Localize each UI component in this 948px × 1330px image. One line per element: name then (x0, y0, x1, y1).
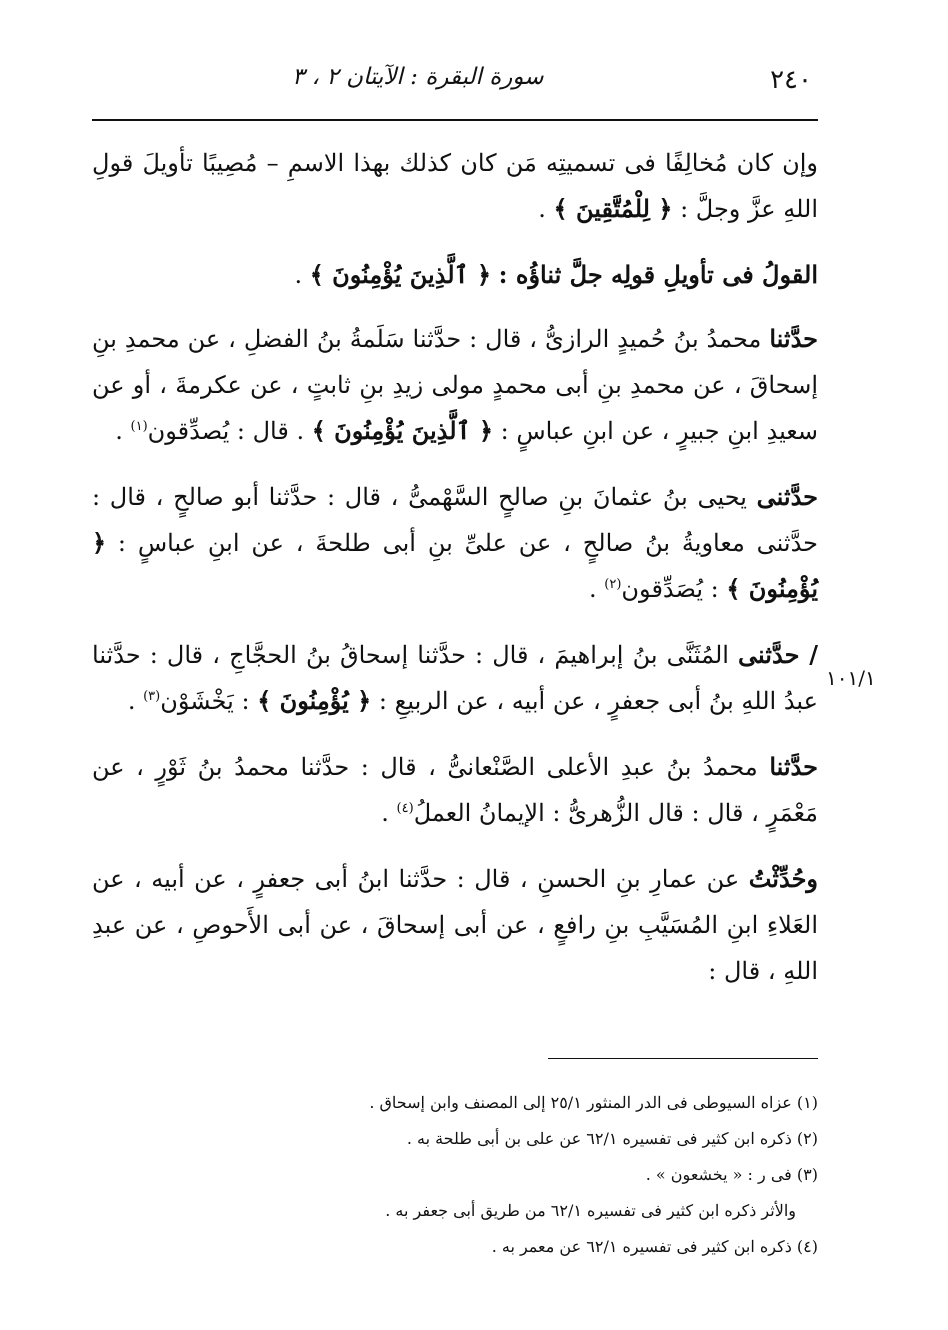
narration-lead: وحُدِّثْتُ (748, 864, 818, 893)
section-heading (92, 252, 818, 298)
paragraph-1 (92, 140, 818, 232)
quran-verse: ﴿ ٱلَّذِينَ يُؤْمِنُونَ ﴾ (311, 416, 494, 445)
paragraph-3 (92, 316, 818, 454)
footnotes (92, 1088, 818, 1268)
paragraph-4 (92, 474, 818, 612)
paragraph-text: محمدُ بنُ عبدِ الأعلى الصَّنْعانىُّ ، قال : حدَّثنا محمدُ بنُ ثَوْرٍ ، عن مَعْمَرٍ ، قال : قال الزُّهرىُّ : الإيمانُ العملُ (92, 753, 818, 827)
page-number: ٢٤٠ (770, 65, 812, 95)
narration-lead: حدَّثنا (769, 324, 818, 353)
paragraph-text: وإن كان مُخالِفًا فى تسميتِه مَن كان كذلك بهذا الاسمِ – مُصِيبًا تأويلَ قولِ اللهِ عزَّ وجلَّ : (92, 149, 818, 223)
paragraph-7 (92, 856, 818, 994)
paragraph-text: محمدُ بنُ حُميدٍ الرازىُّ ، قال : حدَّثنا سَلَمةُ بنُ الفضلِ ، عن محمدِ بنِ إسحاقَ ، عن محمدِ بنِ أبى محمدٍ مولى زيدِ بنِ ثابتٍ ، عن عكرمةَ ، أو عن سعيدِ ابنِ جبيرٍ ، عن ابنِ عباسٍ : (92, 325, 818, 445)
paragraph-text: يحيى بنُ عثمانَ بنِ صالحٍ السَّهْمىُّ ، قال : حدَّثنا أبو صالحٍ ، قال : حدَّثنى معاويةُ بنُ صالحٍ ، عن علىِّ بنِ أبى طلحةَ ، عن ابنِ عباسٍ : (92, 483, 818, 557)
quran-verse: ﴿ لِلْمُتَّقِينَ ﴾ (553, 194, 673, 223)
quran-verse: ﴿ ٱلَّذِينَ يُؤْمِنُونَ ﴾ (309, 260, 492, 289)
footnote-marker: (٢) (604, 577, 622, 592)
footnote-marker: (٤) (396, 801, 414, 816)
paragraph-text: عن عمارِ بنِ الحسنِ ، قال : حدَّثنا ابنُ أبى جعفرٍ ، عن أبيه ، عن العَلاءِ ابنِ المُسَيَّبِ بنِ رافعٍ ، عن أبى إسحاقَ ، عن أبى الأَحوصِ ، عن عبدِ اللهِ ، قال : (92, 865, 818, 985)
main-text (92, 140, 818, 1014)
paragraph-end: . (381, 799, 389, 827)
paragraph-end: . (538, 195, 546, 223)
narration-lead: حدَّثنى (756, 482, 819, 511)
paragraph-end: . (589, 575, 597, 603)
footnote-marker: (١) (130, 419, 148, 434)
narration-lead: / حدَّثنى (738, 640, 818, 669)
footnote-1: (١) عزاه السيوطى فى الدر المنثور ٢٥/١ إلى المصنف وابن إسحاق . (369, 1093, 818, 1112)
header-rule (92, 119, 818, 121)
margin-reference: ١٠١/١ (826, 666, 876, 690)
footnote-4: (٤) ذكره ابن كثير فى تفسيره ٦٢/١ عن معمر به . (491, 1237, 818, 1256)
footnote-3-continued: والأثر ذكره ابن كثير فى تفسيره ٦٢/١ من طريق أبى جعفر به . (385, 1201, 796, 1220)
paragraph-after: : يُصَدِّقون (621, 575, 719, 603)
paragraph-5 (92, 632, 818, 724)
paragraph-6 (92, 744, 818, 836)
paragraph-end: . (294, 261, 303, 289)
narration-lead: حدَّثنا (769, 752, 818, 781)
footnote-2: (٢) ذكره ابن كثير فى تفسيره ٦٢/١ عن على بن أبى طلحة به . (406, 1129, 818, 1148)
quran-verse: ﴿ يُؤْمِنُونَ ﴾ (257, 686, 372, 715)
paragraph-end: . (127, 687, 136, 715)
footnote-rule (548, 1058, 818, 1059)
paragraph-end: . (115, 417, 123, 445)
quran-verse: ﴿ يُؤْمِنُونَ ﴾ (92, 528, 818, 603)
footnote-marker: (٣) (143, 689, 161, 704)
paragraph-after: . قال : يُصدِّقون (147, 417, 305, 445)
page-header (92, 60, 818, 100)
footnote-3: (٣) فى ر : « يخشعون » . (645, 1165, 818, 1184)
heading-text: القولُ فى تأويلِ قولِه جلَّ ثناؤُه : (498, 260, 818, 289)
paragraph-after: : يَخْشَوْن (160, 687, 250, 715)
running-title: سورة البقرة : الآيتان ٢ ، ٣ (292, 64, 544, 90)
paragraph-text: المُثَنَّى بنُ إبراهيمَ ، قال : حدَّثنا إسحاقُ بنُ الحجَّاجِ ، قال : حدَّثنا عبدُ اللهِ بنُ أبى جعفرٍ ، عن أبيه ، عن الربيعِ : (92, 641, 818, 715)
